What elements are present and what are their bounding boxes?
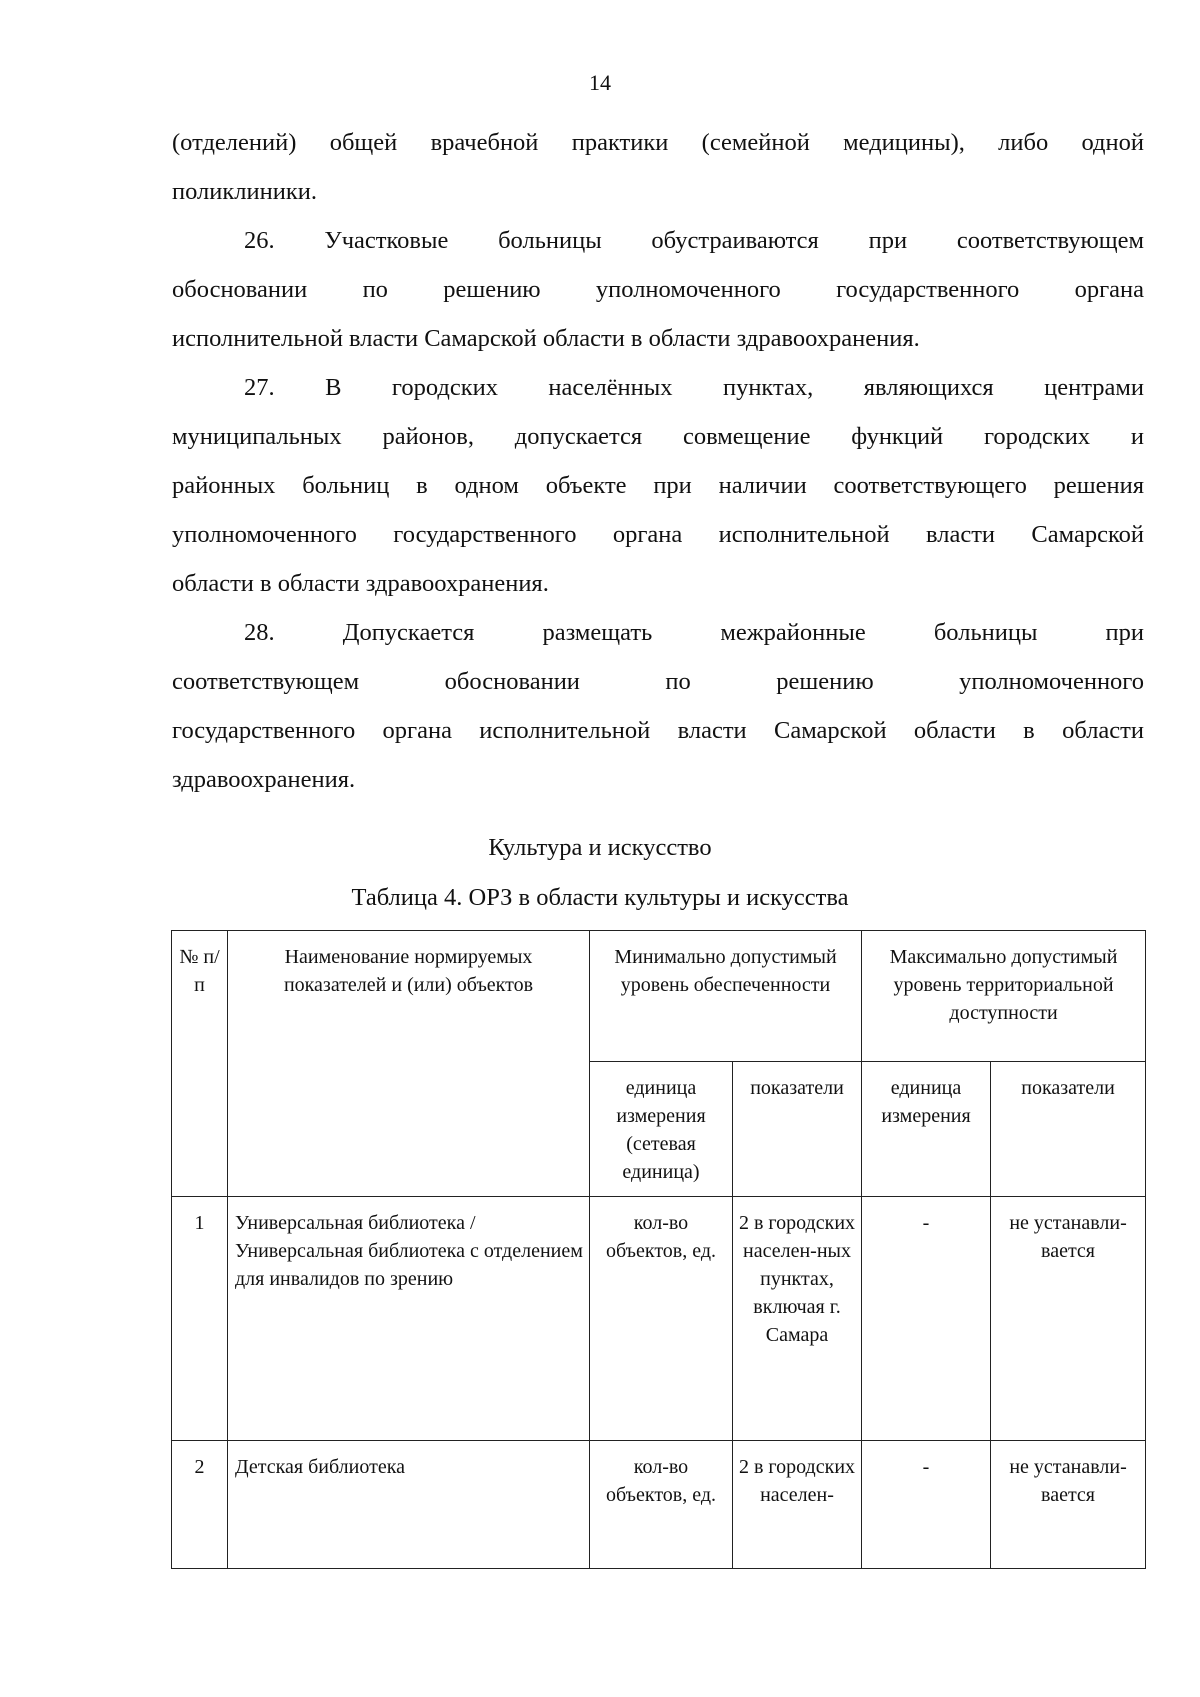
section-title: Культура и искусство: [488, 834, 712, 861]
paragraph-line: 28. Допускается размещать межрайонные больницы при: [244, 619, 1144, 646]
paragraph-line: государственного органа исполнительной власти Самарской области в области: [172, 717, 1144, 744]
cell-name: Детская библиотека: [228, 1441, 590, 1569]
cell-min-value: 2 в городских населен-ных пунктах, включая г. Самара: [733, 1197, 862, 1441]
cell-max-unit: -: [862, 1441, 991, 1569]
orz-table: [171, 930, 1146, 1569]
header-max-unit: единица измерения: [862, 1062, 991, 1197]
table-header-row: [172, 931, 1146, 1062]
header-min-unit: единица измерения (сетевая единица): [590, 1062, 733, 1197]
header-min-level: Минимально допустимый уровень обеспеченности: [590, 931, 862, 1062]
header-max-value: показатели: [991, 1062, 1146, 1197]
table-row: [172, 1441, 1146, 1569]
cell-max-unit: -: [862, 1197, 991, 1441]
header-min-value: показатели: [733, 1062, 862, 1197]
paragraph-line: поликлиники.: [172, 178, 317, 205]
cell-num: 2: [172, 1441, 228, 1569]
table-caption: Таблица 4. ОРЗ в области культуры и искусства: [351, 884, 849, 911]
header-max-level: Максимально допустимый уровень территориальной доступности: [862, 931, 1146, 1062]
paragraph-line: муниципальных районов, допускается совмещение функций городских и: [172, 423, 1144, 450]
header-num: № п/п: [172, 931, 228, 1197]
page-number: 14: [589, 70, 611, 95]
paragraph-line: обосновании по решению уполномоченного государственного органа: [172, 276, 1144, 303]
cell-min-value: 2 в городских населен-: [733, 1441, 862, 1569]
header-name: Наименование нормируемых показателей и (или) объектов: [228, 931, 590, 1197]
paragraph-line: соответствующем обосновании по решению уполномоченного: [172, 668, 1144, 695]
paragraph-line: здравоохранения.: [172, 766, 356, 793]
cell-max-value: не устанавли-вается: [991, 1197, 1146, 1441]
paragraph-line: уполномоченного государственного органа исполнительной власти Самарской: [172, 521, 1144, 548]
paragraph-line: 27. В городских населённых пунктах, являющихся центрами: [244, 374, 1144, 401]
body-text-top: [172, 118, 1144, 804]
paragraph-line: 26. Участковые больницы обустраиваются при соответствующем: [244, 227, 1144, 254]
paragraph-line: области в области здравоохранения.: [172, 570, 549, 597]
cell-max-value: не устанавли-вается: [991, 1441, 1146, 1569]
paragraph-line: исполнительной власти Самарской области в области здравоохранения.: [172, 325, 920, 352]
cell-min-unit: кол-во объектов, ед.: [590, 1197, 733, 1441]
cell-name: Универсальная библиотека / Универсальная библиотека с отделением для инвалидов по зрению: [228, 1197, 590, 1441]
cell-min-unit: кол-во объектов, ед.: [590, 1441, 733, 1569]
cell-num: 1: [172, 1197, 228, 1441]
paragraph-line: (отделений) общей врачебной практики (семейной медицины), либо одной: [172, 129, 1144, 156]
table-row: [172, 1197, 1146, 1441]
paragraph-line: районных больниц в одном объекте при наличии соответствующего решения: [172, 472, 1144, 499]
